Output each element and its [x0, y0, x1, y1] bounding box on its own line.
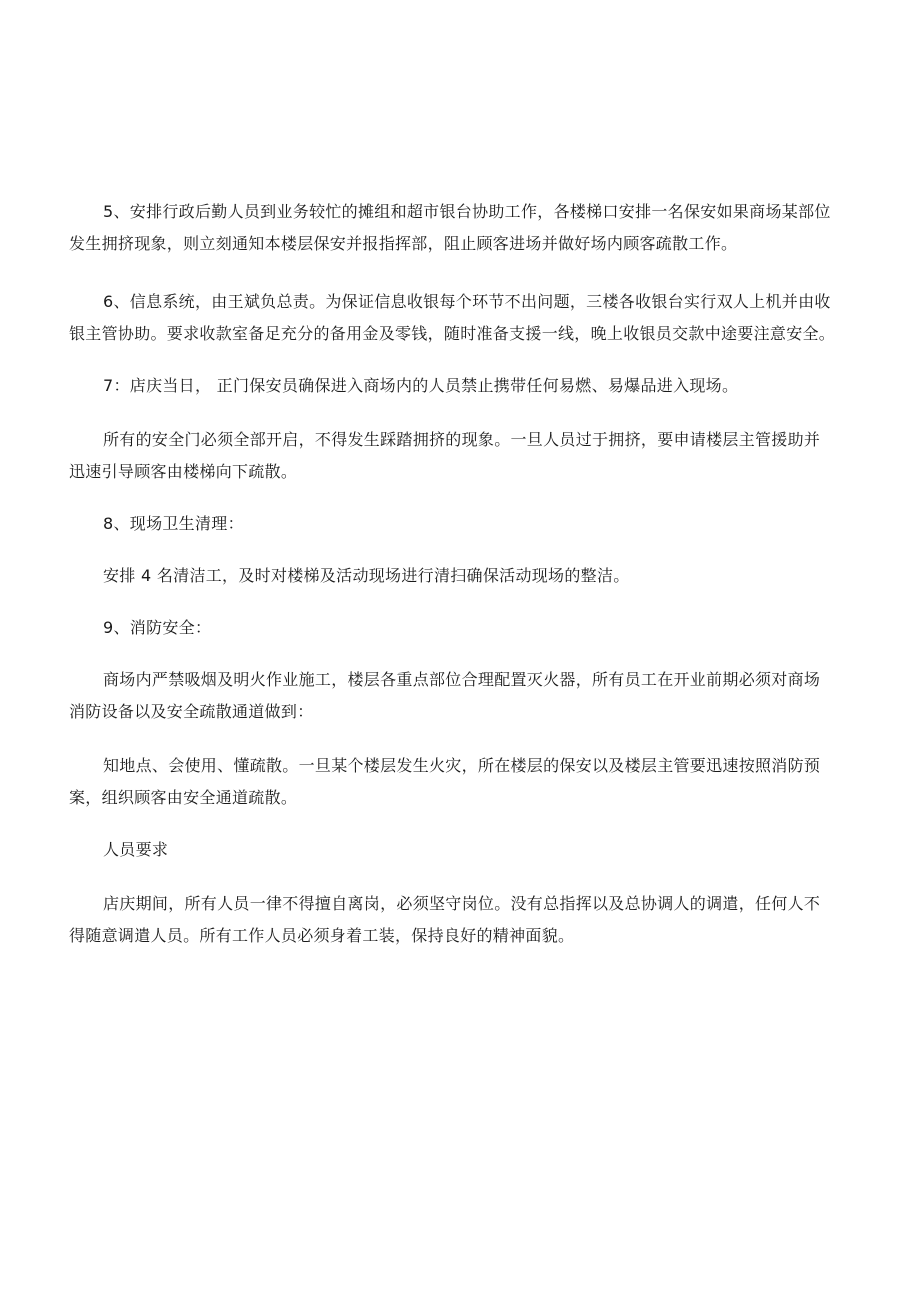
paragraph-cleaners [69, 560, 864, 592]
document-body [69, 196, 864, 952]
paragraph-line: 迅速引导顾客由楼梯向下疏散。 [69, 462, 298, 481]
paragraph-staff-requirements [69, 888, 864, 952]
paragraph-line: 安排 4 名清洁工，及时对楼梯及活动现场进行清扫确保活动现场的整洁。 [103, 566, 630, 585]
paragraph-line: 人员要求 [103, 840, 169, 859]
paragraph-no-smoking [69, 664, 864, 728]
paragraph-line: 商场内严禁吸烟及明火作业施工，楼层各重点部位合理配置灭火器，所有员工在开业前期必须对商场 [103, 670, 821, 689]
paragraph-line: 8、现场卫生清理： [103, 514, 244, 533]
paragraph-line: 发生拥挤现象，则立刻通知本楼层保安并报指挥部，阻止顾客进场并做好场内顾客疏散工作。 [69, 234, 738, 253]
paragraph-line: 案，组织顾客由安全通道疏散。 [69, 788, 298, 807]
paragraph-9-fire-safety-heading [69, 612, 864, 644]
paragraph-fire-procedure [69, 750, 864, 814]
paragraph-7-anniversary-security [69, 370, 864, 402]
paragraph-line: 知地点、会使用、懂疏散。一旦某个楼层发生火灾，所在楼层的保安以及楼层主管要迅速按照消防预 [103, 756, 821, 775]
paragraph-5-staff-assignment [69, 196, 864, 260]
paragraph-staff-requirements-heading [69, 834, 864, 866]
paragraph-line: 银主管协助。要求收款室备足充分的备用金及零钱，随时准备支援一线，晚上收银员交款中途要注意安全。 [69, 324, 836, 343]
paragraph-line: 6、信息系统，由王斌负总责。为保证信息收银每个环节不出问题，三楼各收银台实行双人上机并由收 [103, 292, 831, 311]
paragraph-8-sanitation-heading [69, 508, 864, 540]
paragraph-line: 9、消防安全： [103, 618, 212, 637]
paragraph-line: 消防设备以及安全疏散通道做到： [69, 702, 314, 721]
paragraph-safety-doors [69, 424, 864, 488]
paragraph-line: 7：店庆当日， 正门保安员确保进入商场内的人员禁止携带任何易燃、易爆品进入现场。 [103, 376, 739, 395]
paragraph-line: 店庆期间，所有人员一律不得擅自离岗，必须坚守岗位。没有总指挥以及总协调人的调遣，任何人不 [103, 894, 821, 913]
paragraph-6-info-system [69, 286, 864, 350]
paragraph-line: 得随意调遣人员。所有工作人员必须身着工装，保持良好的精神面貌。 [69, 926, 575, 945]
paragraph-line: 5、安排行政后勤人员到业务较忙的摊组和超市银台协助工作，各楼梯口安排一名保安如果商场某部位 [103, 202, 831, 221]
paragraph-line: 所有的安全门必须全部开启，不得发生踩踏拥挤的现象。一旦人员过于拥挤，要申请楼层主管援助并 [103, 430, 821, 449]
